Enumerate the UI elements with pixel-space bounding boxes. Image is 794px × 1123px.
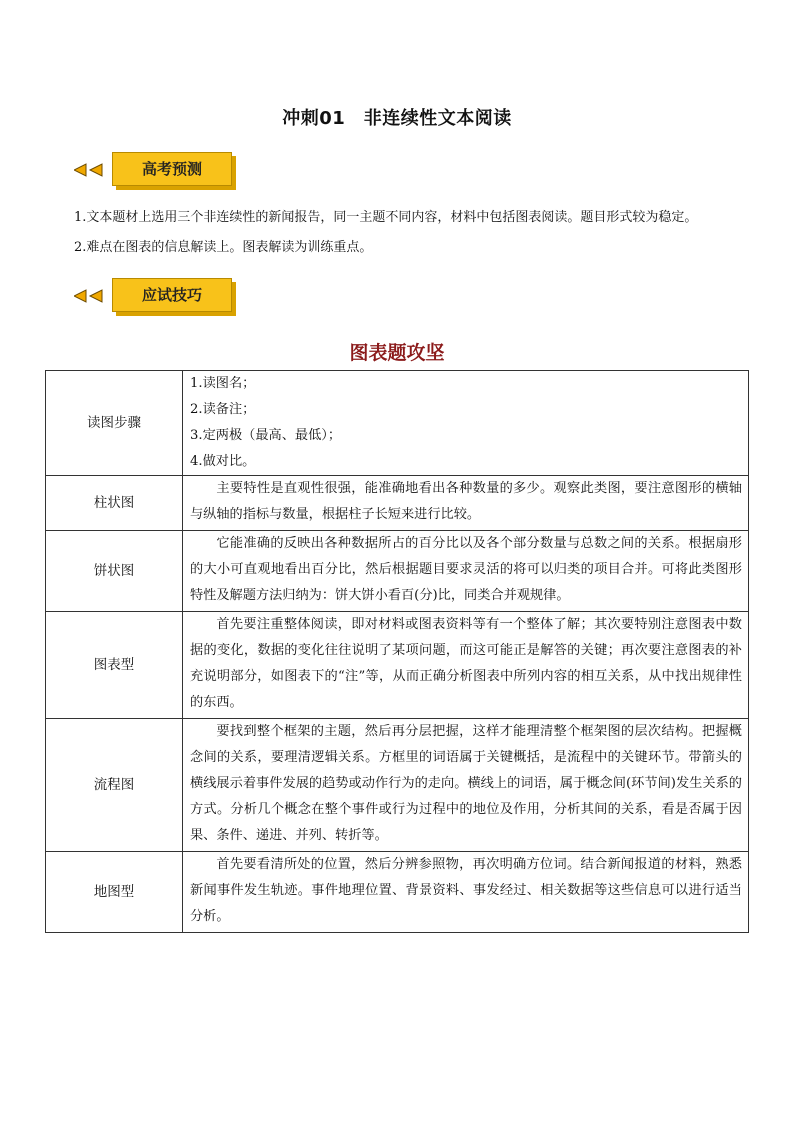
double-left-arrow-icon [74, 162, 110, 178]
row-type-label: 地图型 [46, 852, 183, 933]
row-description-text: 主要特性是直观性很强，能准确地看出各种数量的多少。观察此类图，要注意图形的横轴与纵轴的指标与数量，根据柱子长短来进行比较。 [190, 481, 742, 522]
section-label-skills: 应试技巧 [112, 278, 232, 312]
table-row [46, 531, 749, 612]
table-row [46, 476, 749, 531]
table-row [46, 719, 749, 852]
row-description [183, 531, 749, 612]
table-row [46, 612, 749, 719]
step-item: 2.读备注； [190, 402, 256, 417]
table-row [46, 852, 749, 933]
forecast-point-1: 1.文本题材上选用三个非连续性的新闻报告，同一主题不同内容，材料中包括图表阅读。题目形式较为稳定。 [74, 210, 698, 225]
forecast-point-2: 2.难点在图表的信息解读上。图表解读为训练重点。 [74, 240, 373, 255]
row-type-label: 流程图 [46, 719, 183, 852]
row-type-label: 读图步骤 [46, 371, 183, 476]
row-type-label: 柱状图 [46, 476, 183, 531]
row-description-text: 要找到整个框架的主题，然后再分层把握，这样才能理清整个框架图的层次结构。把握概念间的关系，要理清逻辑关系。方框里的词语属于关键概括，是流程中的关键环节。带箭头的横线展示着事件发展的趋势或动作行为的走向。横线上的词语，属于概念间(环节间)发生关系的方式。分析几个概念在整个事件或行为过程中的地位及作用，分析其间的关系，看是否属于因果、条件、递进、并列、转折等。 [190, 724, 742, 843]
row-description-text: 首先要注重整体阅读，即对材料或图表资料等有一个整体了解；其次要特别注意图表中数据的变化，数据的变化往往说明了某项问题，而这可能正是解答的关键；再次要注意图表的补充说明部分，如图表下的“注”等，从而正确分析图表中所列内容的相互关系，从中找出规律性的东西。 [190, 617, 742, 710]
row-description [183, 719, 749, 852]
page-title: 冲刺01 非连续性文本阅读 [282, 108, 512, 129]
section-label-forecast: 高考预测 [112, 152, 232, 186]
techniques-table [45, 370, 749, 933]
table-title: 图表题攻坚 [349, 342, 445, 364]
row-description [183, 852, 749, 933]
row-type-label: 图表型 [46, 612, 183, 719]
row-description [183, 612, 749, 719]
row-description-text: 它能准确的反映出各种数据所占的百分比以及各个部分数量与总数之间的关系。根据扇形的大小可直观地看出百分比，然后根据题目要求灵活的将可以归类的项目合并。可将此类图形特性及解题方法归纳为：饼大饼小看百(分)比，同类合并观规律。 [190, 536, 742, 603]
table-row [46, 371, 749, 476]
row-steps [183, 371, 749, 476]
step-item: 4.做对比。 [190, 454, 256, 469]
step-item: 3.定两极（最高、最低）； [190, 428, 342, 443]
row-description [183, 476, 749, 531]
step-item: 1.读图名； [190, 376, 256, 391]
row-type-label: 饼状图 [46, 531, 183, 612]
double-left-arrow-icon [74, 288, 110, 304]
row-description-text: 首先要看清所处的位置，然后分辨参照物，再次明确方位词。结合新闻报道的材料，熟悉新闻事件发生轨迹。事件地理位置、背景资料、事发经过、相关数据等这些信息可以进行适当分析。 [190, 857, 742, 924]
